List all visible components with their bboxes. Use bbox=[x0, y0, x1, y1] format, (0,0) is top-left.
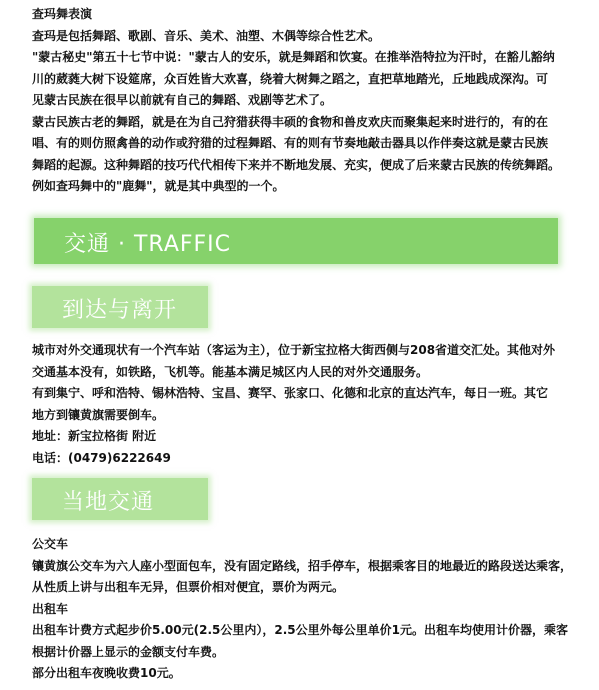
taxi-description-line: 出租车计费方式起步价5.00元(2.5公里内），2.5公里外每公里单价1元。出租车均使用计价器，乘客 bbox=[32, 623, 568, 637]
intro-paragraph-3-line: 例如查玛舞中的"鹿舞"，就是其中典型的一个。 bbox=[32, 179, 285, 193]
arrival-subheading bbox=[32, 286, 208, 328]
intro-paragraph-3-line: 舞蹈的起源。这种舞蹈的技巧代代相传下来并不断地发展、充实，便成了后来蒙古民族的传统舞蹈。 bbox=[32, 157, 561, 172]
intro-title: 查玛舞表演 bbox=[32, 7, 93, 21]
local-transport-subheading-label: 当地交通 bbox=[62, 490, 155, 515]
local-transport-subheading bbox=[32, 478, 208, 520]
arrival-section bbox=[32, 340, 592, 469]
arrival-address: 地址：新宝拉格街 附近 bbox=[32, 429, 157, 443]
arrival-phone: 电话：(0479)6222649 bbox=[32, 450, 171, 465]
intro-paragraph-3-line: 蒙古民族古老的舞蹈，就是在为自己狩猎获得丰硕的食物和兽皮欢庆而聚集起来时进行的，有的在 bbox=[32, 114, 549, 129]
traffic-section-title: 交通 · TRAFFIC bbox=[64, 232, 232, 257]
intro-section bbox=[32, 4, 592, 198]
intro-paragraph-2-line: 见蒙古民族在很早以前就有自己的舞蹈、戏剧等艺术了。 bbox=[32, 93, 333, 107]
bus-description-line: 镶黄旗公交车为六人座小型面包车，没有固定路线，招手停车，根据乘客目的地最近的路段送达乘客， bbox=[32, 558, 573, 573]
taxi-title: 出租车 bbox=[32, 601, 69, 616]
local-transport-section bbox=[32, 534, 592, 685]
traffic-section-banner bbox=[34, 218, 558, 264]
arrival-paragraph-2-line: 地方到镶黄旗需要倒车。 bbox=[32, 407, 165, 422]
taxi-description-line: 根据计价器上显示的金额支付车费。 bbox=[32, 644, 225, 659]
arrival-paragraph-1-line: 城市对外交通现状有一个汽车站（客运为主），位于新宝拉格大街西侧与208省道交汇处。其他对外 bbox=[32, 343, 556, 357]
bus-title: 公交车 bbox=[32, 537, 69, 551]
intro-paragraph-1: 查玛是包括舞蹈、歌剧、音乐、美术、油塑、木偶等综合性艺术。 bbox=[32, 28, 381, 43]
arrival-paragraph-2-line: 有到集宁、呼和浩特、锡林浩特、宝昌、赛罕、张家口、化德和北京的直达汽车，每日一班。其它 bbox=[32, 386, 549, 400]
bus-description-line: 从性质上讲与出租车无异，但票价相对便宜，票价为两元。 bbox=[32, 580, 345, 594]
intro-paragraph-3-line: 唱、有的则仿照禽兽的动作或狩猎的过程舞蹈、有的则有节奏地敲击器具以作伴奏这就是蒙古民族 bbox=[32, 136, 549, 150]
taxi-night-fare: 部分出租车夜晚收费10元。 bbox=[32, 666, 181, 680]
arrival-paragraph-1-line: 交通基本没有，如铁路，飞机等。能基本满足城区内人民的对外交通服务。 bbox=[32, 364, 429, 379]
arrival-subheading-label: 到达与离开 bbox=[62, 298, 178, 323]
intro-paragraph-2-line: "蒙古秘史"第五十七节中说："蒙古人的安乐，就是舞蹈和饮宴。在推举浩特拉为汗时，在豁儿豁纳 bbox=[32, 50, 555, 64]
intro-paragraph-2-line: 川的葳蕤大树下设筵席，众百姓皆大欢喜，绕着大树舞之蹈之，直把草地踏光，丘地践成深沟。可 bbox=[32, 71, 549, 86]
